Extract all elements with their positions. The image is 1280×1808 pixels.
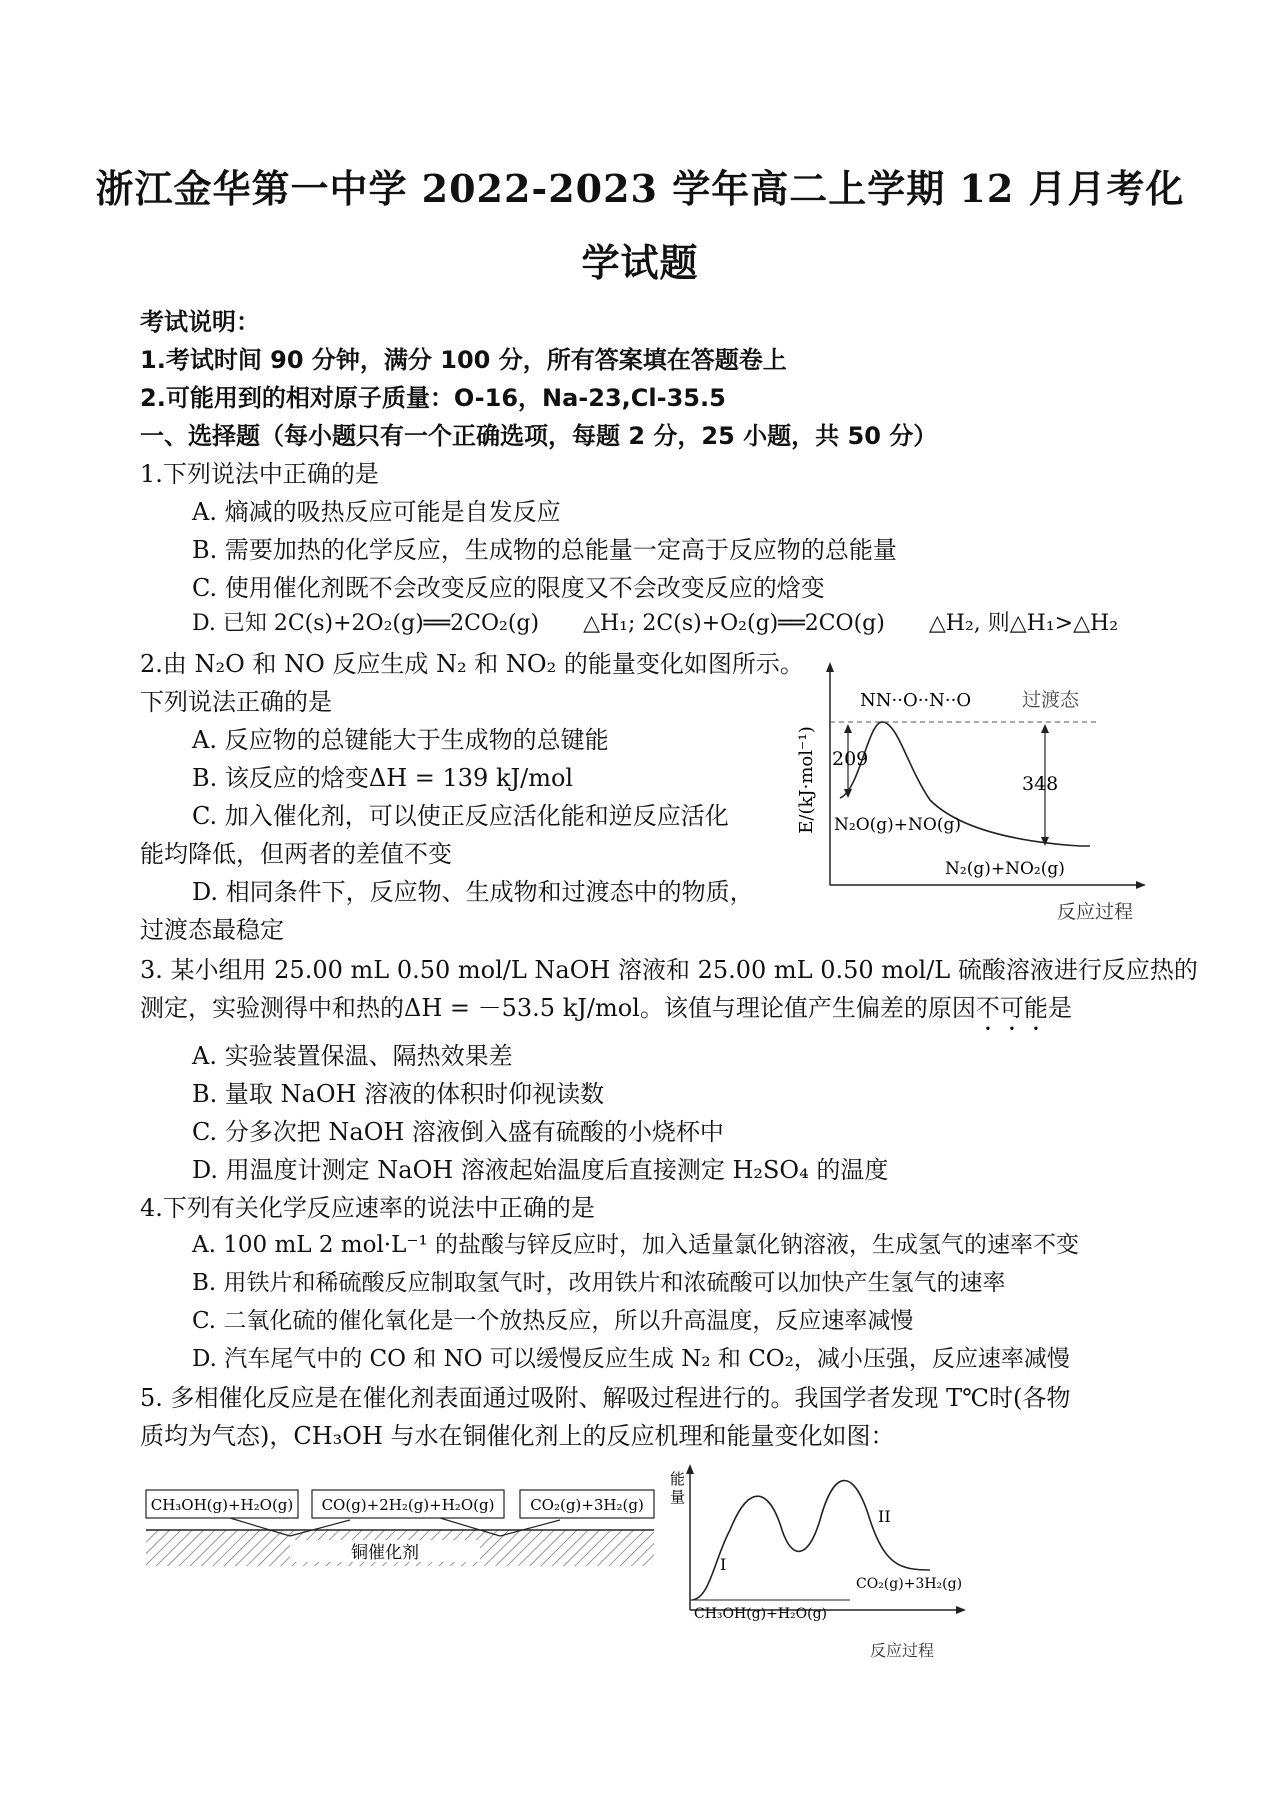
notes-heading: 考试说明： bbox=[140, 308, 260, 336]
q2-option-d-cont: 过渡态最稳定 bbox=[140, 916, 284, 944]
q4-stem: 4.下列有关化学反应速率的说法中正确的是 bbox=[140, 1194, 595, 1222]
q1-option-b: B. 需要加热的化学反应，生成物的总能量一定高于反应物的总能量 bbox=[192, 536, 897, 564]
q2-y-label: E/(kJ·mol⁻¹) bbox=[796, 726, 817, 834]
q5-peak-2: II bbox=[878, 1507, 891, 1526]
q2-ts-label: 过渡态 bbox=[1022, 689, 1080, 711]
q2-ea-reverse: 348 bbox=[1022, 773, 1059, 795]
page-title-line2: 学试题 bbox=[581, 240, 699, 285]
q5-energy-diagram bbox=[670, 1460, 990, 1670]
q5-stem: 5. 多相催化反应是在催化剂表面通过吸附、解吸过程进行的。我国学者发现 T℃时(各物 bbox=[140, 1384, 1071, 1412]
q5-x-arrow bbox=[956, 1606, 966, 1614]
q2-option-b: B. 该反应的焓变ΔH = 139 kJ/mol bbox=[192, 764, 574, 792]
q5-y-label-1: 能 bbox=[670, 1470, 686, 1488]
q5-stem-2: 质均为气态)，CH₃OH 与水在铜催化剂上的反应机理和能量变化如图： bbox=[140, 1422, 895, 1450]
q3-option-b: B. 量取 NaOH 溶液的体积时仰视读数 bbox=[192, 1080, 605, 1108]
q2-energy-diagram bbox=[790, 660, 1150, 930]
q2-stem: 2.由 N₂O 和 NO 反应生成 N₂ 和 NO₂ 的能量变化如图所示。 bbox=[140, 650, 804, 678]
q2-option-c-cont: 能均降低，但两者的差值不变 bbox=[140, 840, 452, 868]
mech-box-2-label: CO(g)+2H₂(g)+H₂O(g) bbox=[321, 1496, 495, 1514]
q2-ea-forward: 209 bbox=[832, 748, 869, 770]
q3-stem-2 bbox=[140, 988, 1072, 1036]
q2-option-c: C. 加入催化剂，可以使正反应活化能和逆反应活化 bbox=[192, 802, 729, 830]
q3-stem: 3. 某小组用 25.00 mL 0.50 mol/L NaOH 溶液和 25.00 mL 0.50 mol/L 硫酸溶液进行反应热的 bbox=[140, 956, 1198, 984]
q1-stem: 1.下列说法中正确的是 bbox=[140, 460, 379, 488]
notes-item-1: 1.考试时间 90 分钟，满分 100 分，所有答案填在答题卷上 bbox=[140, 346, 787, 374]
q5-mechanism-diagram bbox=[140, 1480, 660, 1600]
q5-y-arrow bbox=[686, 1464, 694, 1474]
q2-eb-arrowhead-up bbox=[1041, 724, 1049, 733]
q2-option-a: A. 反应物的总键能大于生成物的总键能 bbox=[192, 726, 609, 754]
q2-x-label: 反应过程 bbox=[1056, 901, 1134, 923]
q3-option-d: D. 用温度计测定 NaOH 溶液起始温度后直接测定 H₂SO₄ 的温度 bbox=[192, 1156, 889, 1184]
q2-stem-2: 下列说法正确的是 bbox=[140, 688, 332, 716]
q2-ea-arrowhead-up bbox=[844, 724, 852, 733]
q3-emphasis: 不可能 bbox=[975, 994, 1048, 1022]
q5-products: CO₂(g)+3H₂(g) bbox=[856, 1576, 963, 1592]
q1-option-d: D. 已知 2C(s)+2O₂(g)══2CO₂(g) △H₁; 2C(s)+O₂(g)══2CO(g) △H₂, 则△H₁>△H₂ bbox=[192, 611, 1119, 636]
q3-stem-2c: 是 bbox=[1047, 994, 1072, 1022]
q2-reactants: N₂O(g)+NO(g) bbox=[834, 815, 961, 835]
q3-option-c: C. 分多次把 NaOH 溶液倒入盛有硫酸的小烧杯中 bbox=[192, 1118, 724, 1146]
q2-eb-arrowhead-down bbox=[1041, 837, 1049, 846]
q2-option-d: D. 相同条件下，反应物、生成物和过渡态中的物质， bbox=[192, 878, 754, 906]
q2-x-arrow bbox=[1136, 881, 1146, 889]
q4-option-a: A. 100 mL 2 mol·L⁻¹ 的盐酸与锌反应时，加入适量氯化钠溶液，生成氢气的速率不变 bbox=[192, 1232, 1080, 1258]
q3-stem-2a: 测定，实验测得中和热的ΔH = －53.5 kJ/mol。该值与理论值产生偏差的原因 bbox=[140, 994, 976, 1022]
mech-box-1-label: CH₃OH(g)+H₂O(g) bbox=[150, 1496, 294, 1514]
q2-products: N₂(g)+NO₂(g) bbox=[945, 859, 1065, 879]
q4-option-c: C. 二氧化硫的催化氧化是一个放热反应，所以升高温度，反应速率减慢 bbox=[192, 1308, 914, 1334]
page-title: 浙江金华第一中学 2022-2023 学年高二上学期 12 月月考化 bbox=[95, 166, 1185, 211]
q1-option-a: A. 熵减的吸热反应可能是自发反应 bbox=[192, 498, 561, 526]
q5-reactants: CH₃OH(g)+H₂O(g) bbox=[694, 1606, 828, 1622]
q4-option-d: D. 汽车尾气中的 CO 和 NO 可以缓慢反应生成 N₂ 和 CO₂，减小压强，反应速率减慢 bbox=[192, 1346, 1070, 1372]
catalyst-label: 铜催化剂 bbox=[351, 1543, 419, 1563]
q5-y-label-2: 量 bbox=[670, 1488, 686, 1506]
q5-peak-1: I bbox=[720, 1555, 727, 1574]
notes-item-2: 2.可能用到的相对原子质量：O-16，Na-23,Cl-35.5 bbox=[140, 384, 726, 412]
q4-option-b: B. 用铁片和稀硫酸反应制取氢气时，改用铁片和浓硫酸可以加快产生氢气的速率 bbox=[192, 1270, 1006, 1296]
q1-option-c: C. 使用催化剂既不会改变反应的限度又不会改变反应的焓变 bbox=[192, 574, 825, 602]
q2-y-arrow bbox=[826, 662, 834, 672]
q5-x-label: 反应过程 bbox=[869, 1641, 935, 1660]
q3-option-a: A. 实验装置保温、隔热效果差 bbox=[192, 1042, 513, 1070]
section-heading: 一、选择题（每小题只有一个正确选项，每题 2 分，25 小题，共 50 分） bbox=[140, 422, 938, 450]
q2-ts-formula: NN··O··N··O bbox=[860, 690, 972, 711]
mech-box-3-label: CO₂(g)+3H₂(g) bbox=[530, 1496, 644, 1514]
